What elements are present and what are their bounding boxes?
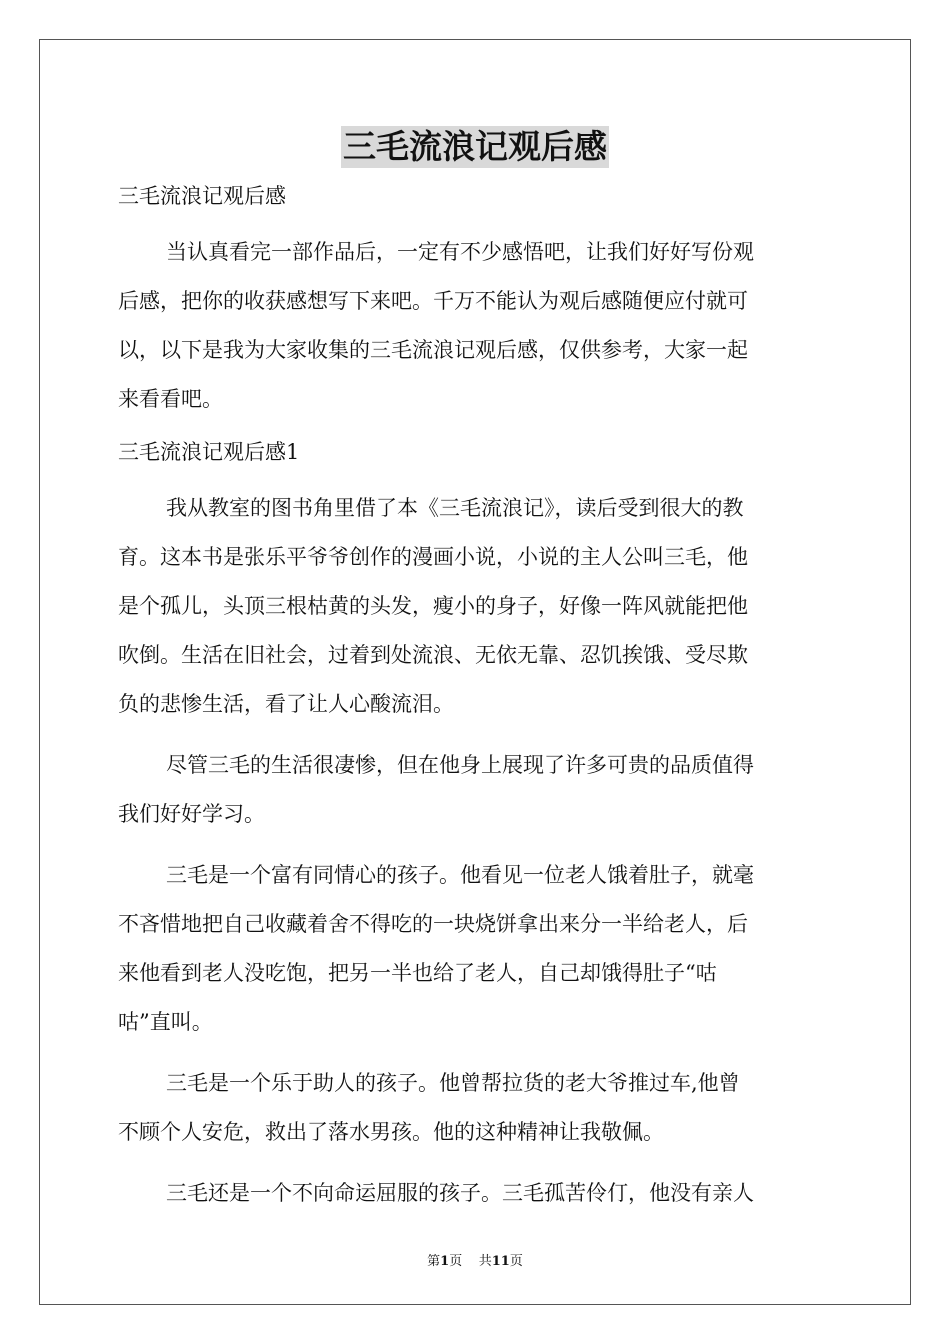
- paragraph-line: 育。这本书是张乐平爷爷创作的漫画小说，小说的主人公叫三毛，他: [118, 545, 748, 569]
- paragraph-line: 来他看到老人没吃饱，把另一半也给了老人，自己却饿得肚子“咕: [118, 961, 717, 985]
- paragraph-line: 吹倒。生活在旧社会，过着到处流浪、无依无靠、忍饥挨饿、受尽欺: [118, 643, 748, 667]
- document-subtitle: 三毛流浪记观后感: [118, 184, 286, 208]
- paragraph-line: 三毛是一个乐于助人的孩子。他曾帮拉货的老大爷推过车,他曾: [166, 1071, 740, 1095]
- total-suffix: 页: [509, 1254, 523, 1269]
- body-paragraph: [118, 1059, 834, 1157]
- paragraph-line: 后感，把你的收获感想写下来吧。千万不能认为观后感随便应付就可: [118, 289, 748, 313]
- document-title: 三毛流浪记观后感: [343, 127, 607, 166]
- paragraph-line: 不顾个人安危，救出了落水男孩。他的这种精神让我敬佩。: [118, 1120, 664, 1144]
- paragraph-line: 以，以下是我为大家收集的三毛流浪记观后感，仅供参考，大家一起: [118, 338, 748, 362]
- document-body: [118, 180, 834, 1230]
- section-heading: 三毛流浪记观后感1: [118, 440, 300, 464]
- paragraph-line: 三毛是一个富有同情心的孩子。他看见一位老人饿着肚子，就毫: [166, 863, 754, 887]
- paragraph-line: 是个孤儿，头顶三根枯黄的头发，瘦小的身子，好像一阵风就能把他: [118, 594, 748, 618]
- paragraph-line: 咕”直叫。: [118, 1010, 213, 1034]
- paragraph-line: 不吝惜地把自己收藏着舍不得吃的一块烧饼拿出来分一半给老人，后: [118, 912, 748, 936]
- intro-paragraph: [118, 228, 834, 424]
- body-paragraph: [118, 1169, 834, 1218]
- body-paragraph: [118, 484, 834, 729]
- paragraph-line: 我从教室的图书角里借了本《三毛流浪记》，读后受到很大的教: [166, 496, 744, 520]
- title-container: [0, 126, 950, 168]
- page-footer: [0, 1250, 950, 1269]
- paragraph-line: 当认真看完一部作品后，一定有不少感悟吧，让我们好好写份观: [166, 240, 754, 264]
- paragraph-line: 负的悲惨生活，看了让人心酸流泪。: [118, 692, 454, 716]
- total-prefix: 共: [478, 1254, 492, 1269]
- paragraph-line: 来看看吧。: [118, 387, 223, 411]
- page-total: 11: [491, 1254, 510, 1269]
- page-current: 1: [440, 1254, 450, 1269]
- paragraph-line: 尽管三毛的生活很凄惨，但在他身上展现了许多可贵的品质值得: [166, 753, 754, 777]
- page-suffix: 页: [449, 1254, 463, 1269]
- page-prefix: 第: [427, 1254, 441, 1269]
- paragraph-line: 三毛还是一个不向命运屈服的孩子。三毛孤苦伶仃，他没有亲人: [166, 1181, 754, 1205]
- body-paragraph: [118, 851, 834, 1047]
- body-paragraph: [118, 741, 834, 839]
- paragraph-line: 我们好好学习。: [118, 802, 265, 826]
